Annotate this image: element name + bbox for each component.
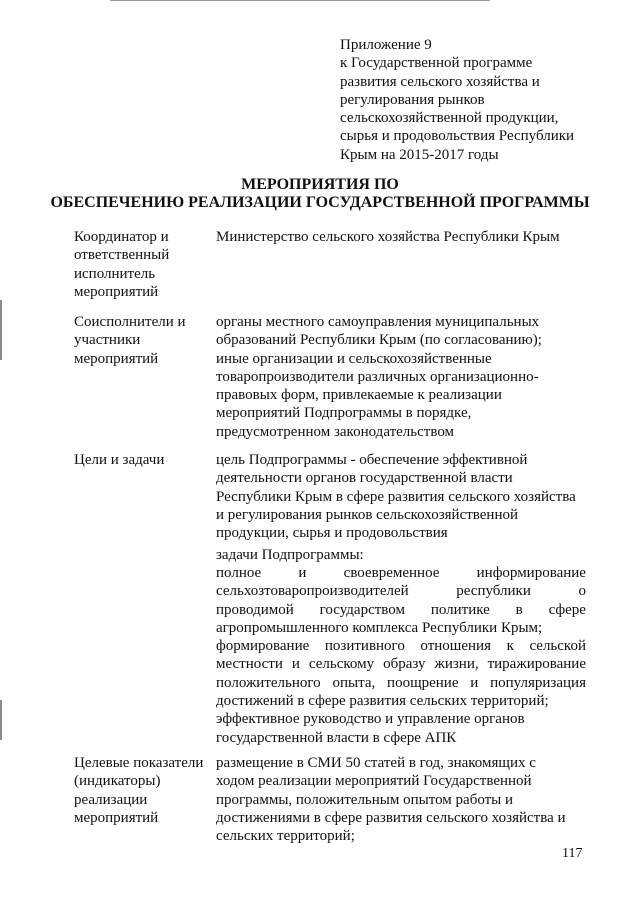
justified-line <box>216 674 586 692</box>
word: и <box>298 565 307 581</box>
label-line: реализации <box>74 791 148 808</box>
document-title-line-2: ОБЕСПЕЧЕНИЮ РЕАЛИЗАЦИИ ГОСУДАРСТВЕННОЙ ПРОГРАММЫ <box>50 194 590 211</box>
label-line: (индикаторы) <box>74 773 161 790</box>
text-line: правовых форм, привлекаемые к реализации <box>216 387 502 404</box>
word: полное <box>216 565 262 581</box>
appendix-line: сырья и продовольствия Республики <box>340 128 575 145</box>
text-line: товаропроизводители различных организационно- <box>216 368 539 385</box>
appendix-line: Приложение 9 <box>340 37 432 53</box>
row-label-indicators <box>74 754 214 827</box>
text-line: Республики Крым в сфере развития сельского хозяйства <box>216 488 576 505</box>
word: сфере <box>548 601 586 618</box>
label-line: Целевые показатели <box>74 755 204 771</box>
appendix-line: сельскохозяйственной продукции, <box>340 110 559 127</box>
text-line: ходом реализации мероприятий Государственной <box>216 773 532 790</box>
word: политике <box>430 601 490 618</box>
word: сельхозтоваропроизводителей <box>216 583 409 600</box>
appendix-reference <box>340 36 630 164</box>
document-title-line-1: МЕРОПРИЯТИЯ ПО <box>241 176 399 193</box>
justified-line <box>216 637 586 655</box>
label-line: Соисполнители и <box>74 314 186 330</box>
word: сельской <box>529 638 586 655</box>
appendix-line: к Государственной программе <box>340 55 533 72</box>
word: поощрение <box>387 674 459 691</box>
justified-line <box>216 582 586 600</box>
text-line: программы, положительным опытом работы и <box>216 791 514 808</box>
word: формирование <box>216 638 310 655</box>
row-text-goal <box>216 451 586 542</box>
word: сельскому <box>308 656 375 673</box>
word: и <box>291 656 300 673</box>
label-line: Координатор и <box>74 229 169 245</box>
label-line: исполнитель <box>74 265 156 282</box>
text-line: и регулирования рынков сельскохозяйственной <box>216 506 519 523</box>
tasks-intro <box>216 546 586 564</box>
scan-margin-mark <box>0 300 2 360</box>
word: популяризация <box>490 674 586 691</box>
text-line: иные организации и сельскохозяйственные <box>216 350 492 367</box>
word: жизни, <box>434 656 479 673</box>
text-line: достижениями в сфере развития сельского хозяйства и <box>216 809 566 826</box>
word: агропромышленного комплекса Республики Крым; <box>216 619 543 636</box>
row-text-co-executors <box>216 313 586 441</box>
text-line: Министерство сельского хозяйства Республики Крым <box>216 229 560 245</box>
word: к <box>506 638 514 655</box>
row-text-indicators <box>216 754 586 845</box>
text-line: государственной власти в сфере АПК <box>216 729 457 746</box>
label-line: мероприятий <box>74 283 159 300</box>
word: отношения <box>420 638 491 655</box>
tasks-tail <box>216 692 586 747</box>
justified-line <box>216 564 586 582</box>
word: тиражирование <box>487 656 586 673</box>
justified-line <box>216 601 586 619</box>
word: образу <box>383 656 426 673</box>
word: государством <box>319 601 405 618</box>
row-label-coordinator <box>74 228 214 301</box>
text-line: размещение в СМИ 50 статей в год, знакомящих с <box>216 755 536 771</box>
text-line: эффективное руководство и управление органов <box>216 711 525 728</box>
word: в <box>515 601 523 618</box>
word: проводимой <box>216 601 294 618</box>
row-label-co-executors <box>74 313 214 368</box>
word: позитивного <box>324 638 405 655</box>
text-line: сельских территорий; <box>216 828 355 845</box>
word: местности <box>216 656 283 673</box>
text-line: продукции, сырья и продовольствия <box>216 525 448 542</box>
row-label-goals <box>74 451 214 469</box>
text-line: образований Республики Крым (по согласованию); <box>216 332 542 349</box>
text-line: предусмотренном законодательством <box>216 423 455 440</box>
scan-edge-line <box>110 0 490 1</box>
text-line: деятельности органов государственной власти <box>216 470 513 487</box>
word: республики <box>456 583 531 600</box>
word: о <box>578 583 586 600</box>
text-line: достижений в сфере развития сельских территорий; <box>216 693 549 709</box>
tasks-justified-block <box>216 564 586 692</box>
label-line: мероприятий <box>74 809 159 826</box>
word: положительного <box>216 674 321 691</box>
row-text-coordinator <box>216 228 586 246</box>
text-line: органы местного самоуправления муниципальных <box>216 314 540 330</box>
text-line: цель Подпрограммы - обеспечение эффективной <box>216 452 528 468</box>
label-line: участники <box>74 332 141 349</box>
word: информирование <box>476 565 586 581</box>
appendix-line: Крым на 2015-2017 годы <box>340 146 499 163</box>
word: своевременное <box>343 565 440 581</box>
word: и <box>470 674 479 691</box>
appendix-line: регулирования рынков <box>340 91 485 108</box>
text-line: мероприятий Подпрограммы в порядке, <box>216 405 472 422</box>
page-number: 117 <box>562 846 583 861</box>
appendix-line: развития сельского хозяйства и <box>340 73 540 90</box>
text-line: задачи Подпрограммы: <box>216 547 364 563</box>
label-line: Цели и задачи <box>74 452 165 468</box>
justified-line <box>216 619 586 637</box>
label-line: мероприятий <box>74 350 159 367</box>
scan-margin-mark <box>0 700 2 740</box>
label-line: ответственный <box>74 247 170 264</box>
justified-line <box>216 655 586 673</box>
word: опыта, <box>332 674 376 691</box>
